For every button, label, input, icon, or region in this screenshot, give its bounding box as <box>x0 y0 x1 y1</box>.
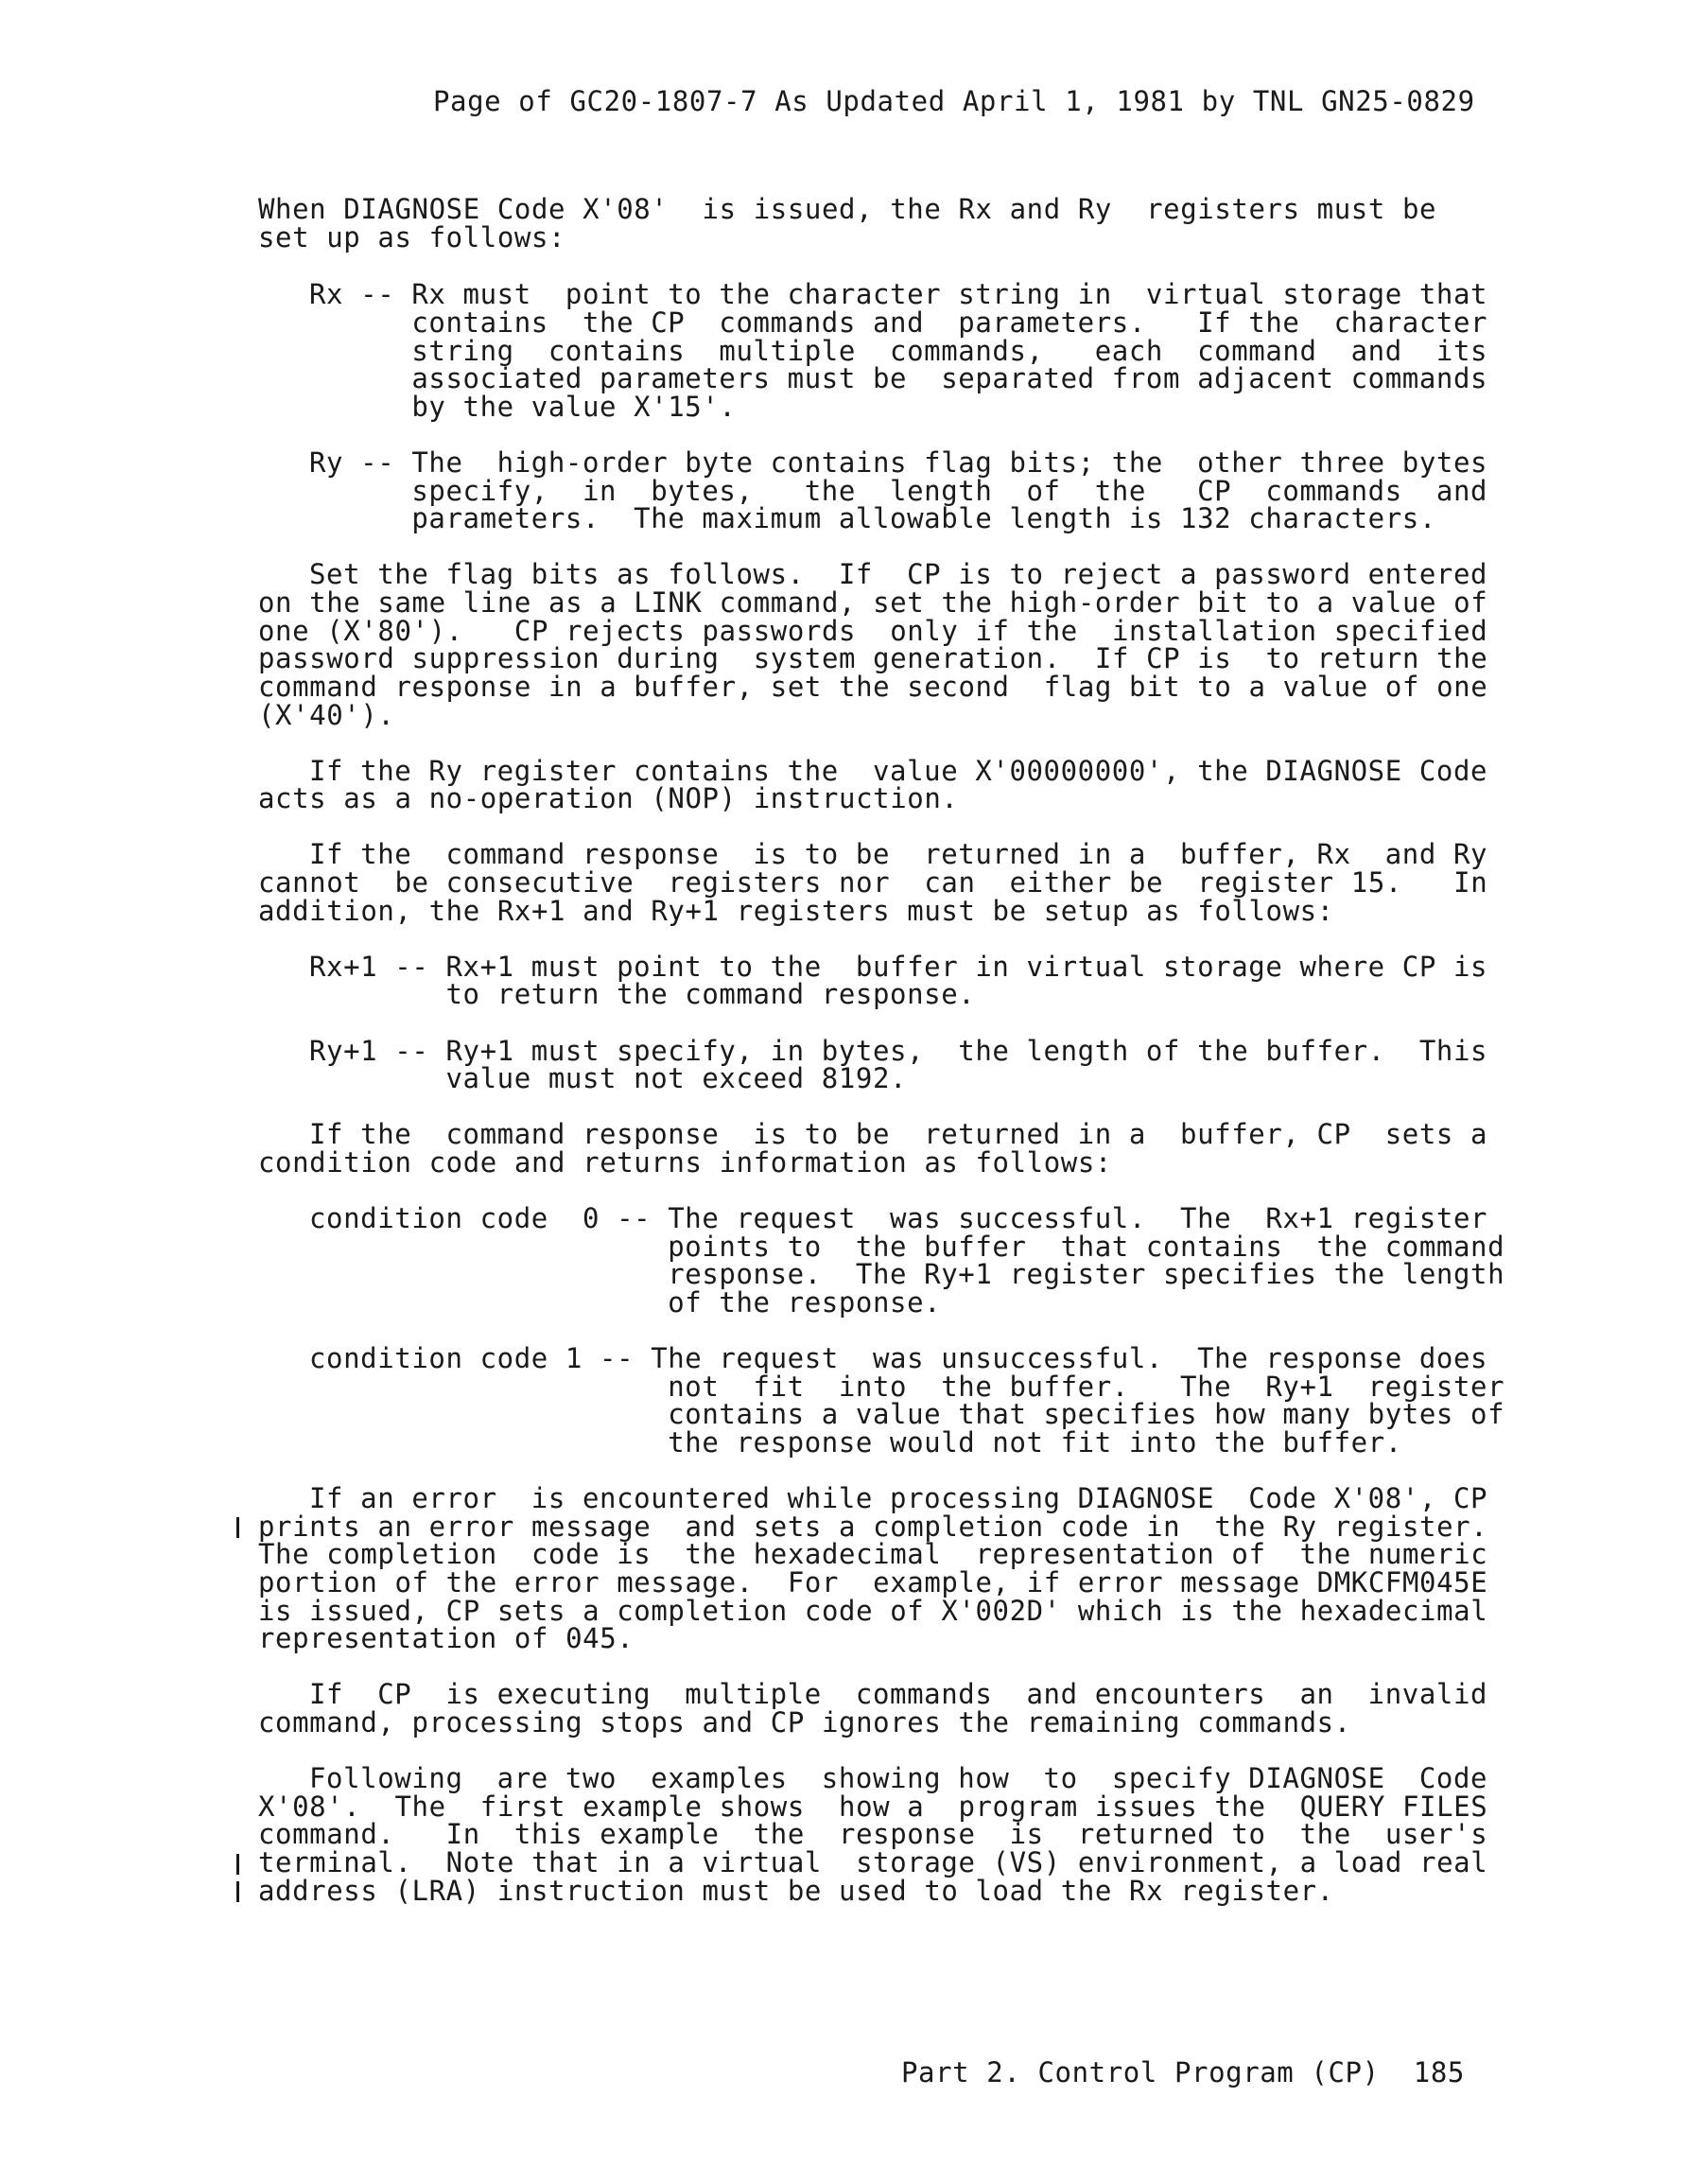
text-line: address (LRA) instruction must be used to load the Rx register. <box>258 1875 1334 1907</box>
text-line: portion of the error message. For example, if error message DMKCFM045E <box>258 1566 1488 1599</box>
text-line: parameters. The maximum allowable length is 132 characters. <box>309 502 1436 534</box>
text-line: Following are two examples showing how to specify DIAGNOSE Code <box>309 1762 1488 1794</box>
text-line: points to the buffer that contains the command <box>309 1231 1505 1263</box>
text-line: If the command response is to be returned in a buffer, Rx and Ry <box>309 838 1488 870</box>
text-line: is issued, CP sets a completion code of X'002D' which is the hexadecimal <box>258 1595 1488 1627</box>
revision-bar <box>236 1517 239 1538</box>
text-line: (X'40'). <box>258 699 395 731</box>
text-line: by the value X'15'. <box>309 391 737 423</box>
text-line: If the command response is to be returned in a buffer, CP sets a <box>309 1118 1488 1150</box>
text-line: response. The Ry+1 register specifies the length <box>309 1258 1505 1290</box>
text-line: set up as follows: <box>258 221 566 253</box>
text-line: cannot be consecutive registers nor can either be register 15. In <box>258 866 1488 899</box>
revision-bar <box>236 1881 239 1902</box>
text-line: The completion code is the hexadecimal representation of the numeric <box>258 1538 1488 1570</box>
text-line: command response in a buffer, set the second flag bit to a value of one <box>258 671 1488 703</box>
text-line: to return the command response. <box>309 978 976 1010</box>
text-line: If an error is encountered while processing DIAGNOSE Code X'08', CP <box>309 1482 1488 1514</box>
text-line: If the Ry register contains the value X'00000000', the DIAGNOSE Code <box>309 755 1488 787</box>
text-line: command. In this example the response is returned to the user's <box>258 1818 1488 1850</box>
text-line: Rx -- Rx must point to the character string in virtual storage that <box>309 278 1488 310</box>
text-line: Ry -- The high-order byte contains flag bits; the other three bytes <box>309 446 1488 479</box>
text-line: not fit into the buffer. The Ry+1 register <box>309 1371 1505 1403</box>
text-line: on the same line as a LINK command, set the high-order bit to a value of <box>258 586 1488 619</box>
text-line: When DIAGNOSE Code X'08' is issued, the Rx and Ry registers must be <box>258 193 1437 225</box>
text-line: the response would not fit into the buffer. <box>309 1426 1402 1459</box>
text-line: acts as a no-operation (NOP) instruction. <box>258 782 959 814</box>
page-header: Page of GC20-1807-7 As Updated April 1, 1981 by TNL GN25-0829 <box>433 85 1475 117</box>
text-line: specify, in bytes, the length of the CP commands and <box>309 475 1488 507</box>
text-line: condition code 1 -- The request was unsuccessful. The response does <box>309 1342 1488 1374</box>
text-line: of the response. <box>309 1286 942 1319</box>
text-line: contains a value that specifies how many bytes of <box>309 1398 1505 1430</box>
text-line: command, processing stops and CP ignores the remaining commands. <box>258 1706 1351 1738</box>
page-footer: Part 2. Control Program (CP) 185 <box>901 2056 1465 2088</box>
text-line: If CP is executing multiple commands and encounters an invalid <box>309 1678 1488 1710</box>
text-line: Set the flag bits as follows. If CP is to reject a password entered <box>309 558 1488 590</box>
text-line: associated parameters must be separated from adjacent commands <box>309 362 1488 394</box>
text-line: condition code and returns information as follows: <box>258 1146 1112 1179</box>
text-line: one (X'80'). CP rejects passwords only if the installation specified <box>258 615 1488 647</box>
text-line: value must not exceed 8192. <box>309 1062 908 1094</box>
revision-bar <box>236 1854 239 1875</box>
text-line: contains the CP commands and parameters. If the character <box>309 306 1488 339</box>
text-line: Rx+1 -- Rx+1 must point to the buffer in virtual storage where CP is <box>309 951 1488 983</box>
text-line: string contains multiple commands, each command and its <box>309 335 1488 367</box>
text-line: X'08'. The first example shows how a program issues the QUERY FILES <box>258 1791 1488 1823</box>
text-line: representation of 045. <box>258 1622 635 1654</box>
text-line: condition code 0 -- The request was successful. The Rx+1 register <box>309 1202 1488 1234</box>
text-line: addition, the Rx+1 and Ry+1 registers must be setup as follows: <box>258 895 1334 927</box>
text-line: prints an error message and sets a completion code in the Ry register. <box>258 1511 1488 1543</box>
text-line: password suppression during system generation. If CP is to return the <box>258 642 1488 674</box>
text-line: Ry+1 -- Ry+1 must specify, in bytes, the length of the buffer. This <box>309 1035 1488 1067</box>
text-line: terminal. Note that in a virtual storage (VS) environment, a load real <box>258 1846 1488 1878</box>
